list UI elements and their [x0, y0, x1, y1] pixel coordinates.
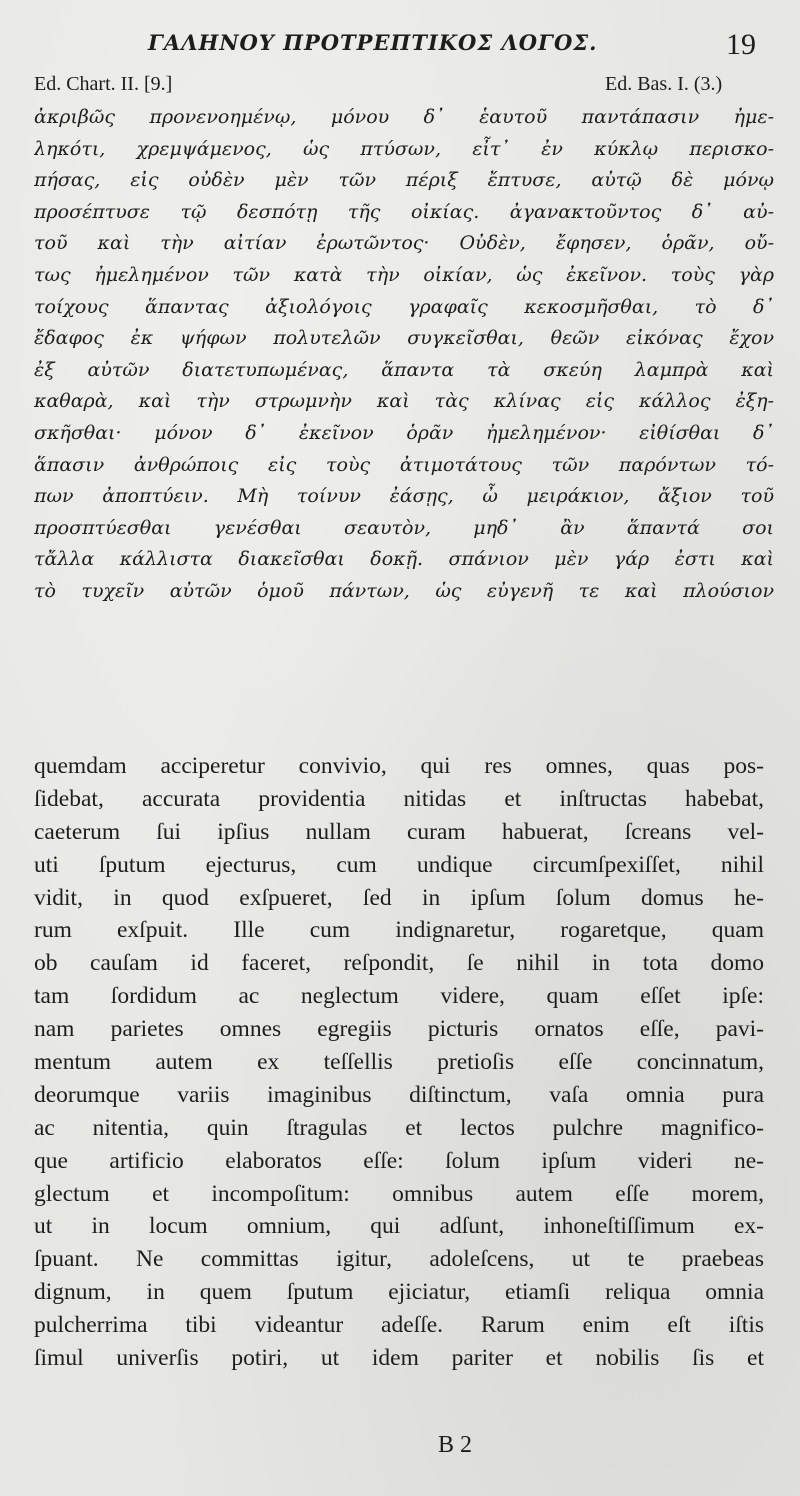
greek-text-line: ληκότι, χρεμψάμενος, ὡς πτύσων, εἶτ᾽ ἐν κύκλῳ περισκο-	[34, 137, 774, 160]
greek-text-line: τοῦ καὶ τὴν αἰτίαν ἐρωτῶντος· Οὐδὲν, ἔφησεν, ὁρᾶν, οὔ-	[34, 232, 774, 255]
greek-text-line: πήσας, εἰς οὐδὲν μὲν τῶν πέριξ ἔπτυσε, αὐτῷ δὲ μόνῳ	[34, 169, 774, 192]
greek-text-line: τως ἠμελημένον τῶν κατὰ τὴν οἰκίαν, ὡς ἐκεῖνον. τοὺς γὰρ	[34, 263, 774, 286]
page-number: 19	[726, 28, 756, 61]
latin-text-line: ſidebat, accurata providentia nitidas et inſtructas habebat,	[34, 785, 764, 812]
latin-text-line: que artificio elaboratos eſſe: ſolum ipſum videri ne-	[34, 1147, 764, 1174]
latin-text-line: deorumque variis imaginibus diſtinctum, vaſa omnia pura	[34, 1081, 764, 1108]
greek-text-line: καθαρὰ, καὶ τὴν στρωμνὴν καὶ τὰς κλίνας εἰς κάλλος ἐξη-	[34, 390, 774, 413]
greek-text-line: προσέπτυσε τῷ δεσπότῃ τῆς οἰκίας. ἀγανακτοῦντος δ᾽ αὐ-	[34, 200, 774, 223]
greek-text-line: ἅπασιν ἀνθρώποις εἰς τοὺς ἀτιμοτάτους τῶν παρόντων τό-	[34, 453, 774, 476]
latin-text-line: mentum autem ex teſſellis pretioſis eſſe concinnatum,	[34, 1049, 764, 1076]
greek-text-line: ἀκριβῶς προνενοημένῳ, μόνου δ᾽ ἑαυτοῦ παντάπασιν ἠμε-	[34, 106, 774, 128]
latin-text-block	[34, 750, 764, 1375]
greek-text-line: τὸ τυχεῖν αὐτῶν ὁμοῦ πάντων, ὡς εὐγενῆ τε καὶ πλούσιον	[34, 579, 774, 602]
latin-text-line: pulcherrima tibi videantur adeſſe. Rarum enim eſt iſtis	[34, 1312, 764, 1339]
latin-text-line: caeterum ſui ipſius nullam curam habuerat, ſcreans vel-	[34, 818, 764, 845]
latin-text-line: quemdam acciperetur convivio, qui res omnes, quas pos-	[34, 753, 764, 779]
greek-text-line: τοίχους ἅπαντας ἀξιολόγοις γραφαῖς κεκοσμῆσθαι, τὸ δ᾽	[34, 295, 774, 318]
latin-text-line: rum exſpuit. Ille cum indignaretur, rogaretque, quam	[34, 917, 764, 944]
latin-text-line: tam ſordidum ac neglectum videre, quam eſſet ipſe:	[34, 983, 764, 1010]
greek-text-line: προσπτύεσθαι γενέσθαι σεαυτὸν, μηδ᾽ ἂν ἅπαντά σοι	[34, 516, 774, 539]
greek-text-line: τἄλλα κάλλιστα διακεῖσθαι δοκῇ. σπάνιον μὲν γάρ ἐστι καὶ	[34, 548, 774, 571]
greek-text-line: ἐξ αὐτῶν διατετυπωμένας, ἅπαντα τὰ σκεύη λαμπρὰ καὶ	[34, 358, 774, 381]
greek-text-line: σκῆσθαι· μόνον δ᾽ ἐκεῖνον ὁρᾶν ἠμελημένον· εἰθίσθαι δ᾽	[34, 421, 774, 444]
latin-text-line: ſimul univerſis potiri, ut idem pariter et nobilis ſis et	[34, 1345, 764, 1372]
latin-text-line: ob cauſam id faceret, reſpondit, ſe nihil in tota domo	[34, 950, 764, 977]
greek-text-block	[34, 102, 774, 608]
edition-reference-left: Ed. Chart. II. [9.]	[34, 73, 173, 95]
signature-mark: B 2	[438, 1432, 473, 1458]
latin-text-line: glectum et incompoſitum: omnibus autem eſſe morem,	[34, 1180, 764, 1207]
edition-reference-right: Ed. Bas. I. (3.)	[605, 73, 723, 95]
latin-text-line: nam parietes omnes egregiis picturis ornatos eſſe, pavi-	[34, 1016, 764, 1043]
greek-text-line: πων ἀποπτύειν. Μὴ τοίνυν ἐάσῃς, ὦ μειράκιον, ἄξιον τοῦ	[34, 485, 774, 508]
latin-text-line: vidit, in quod exſpueret, ſed in ipſum ſolum domus he-	[34, 884, 764, 911]
running-head: ΓΑΛΗΝΟΥ ΠΡΟΤΡΕΠΤΙΚΟΣ ΛΟΓΟΣ.	[148, 30, 598, 55]
latin-text-line: ac nitentia, quin ſtragulas et lectos pulchre magnifico-	[34, 1114, 764, 1141]
latin-text-line: uti ſputum ejecturus, cum undique circumſpexiſſet, nihil	[34, 851, 764, 878]
latin-text-line: dignum, in quem ſputum ejiciatur, etiamſi reliqua omnia	[34, 1279, 764, 1306]
latin-text-line: ut in locum omnium, qui adſunt, inhoneſtiſſimum ex-	[34, 1213, 764, 1240]
greek-text-line: ἔδαφος ἐκ ψήφων πολυτελῶν συγκεῖσθαι, θεῶν εἰκόνας ἔχον	[34, 327, 774, 350]
latin-text-line: ſpuant. Ne committas igitur, adoleſcens, ut te praebeas	[34, 1246, 764, 1273]
